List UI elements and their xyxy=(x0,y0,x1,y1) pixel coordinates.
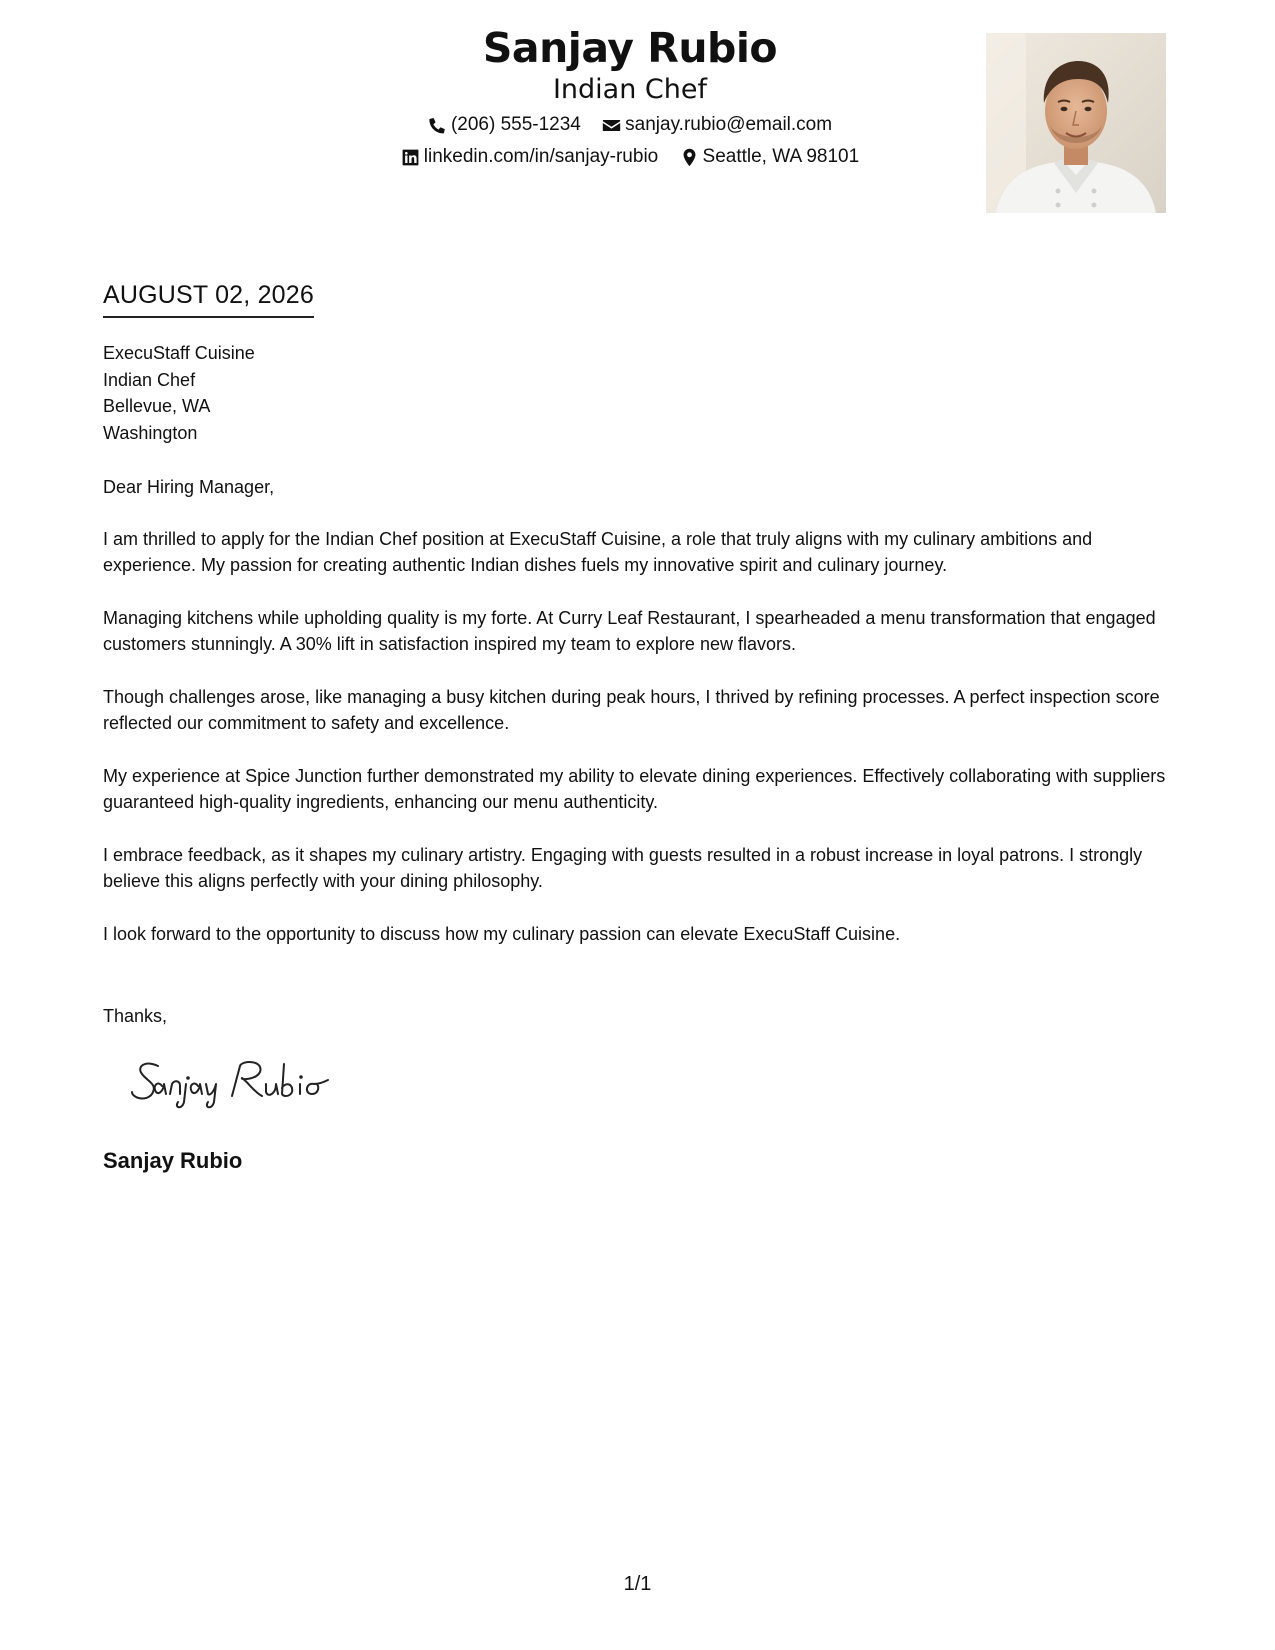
envelope-icon xyxy=(602,116,621,135)
body-paragraph: Managing kitchens while upholding quality is my forte. At Curry Leaf Restaurant, I spearheaded a menu transformation that engaged customers stunningly. A 30% lift in satisfaction inspired my team to explore new flavors. xyxy=(103,608,1156,654)
letter-header xyxy=(0,22,1275,222)
letter-date: AUGUST 02, 2026 xyxy=(103,278,314,318)
letter-body xyxy=(103,526,1178,974)
profile-photo xyxy=(986,33,1166,213)
body-paragraph: I embrace feedback, as it shapes my culinary artistry. Engaging with guests resulted in a robust increase in loyal patrons. I strongly believe this aligns perfectly with your dining philosophy. xyxy=(103,845,1143,891)
page-number: 1/1 xyxy=(623,1573,652,1595)
closing: Thanks, xyxy=(103,1006,168,1026)
body-paragraph: Though challenges arose, like managing a busy kitchen during peak hours, I thrived by refining processes. A perfect inspection score reflected our commitment to safety and excellence. xyxy=(103,687,1160,733)
body-paragraph: I am thrilled to apply for the Indian Chef position at ExecuStaff Cuisine, a role that truly aligns with my culinary ambitions and experience. My passion for creating authentic Indian dishes fuels my innovative spirit and culinary journey. xyxy=(103,529,1093,575)
phone-icon xyxy=(428,116,447,135)
body-paragraph: I look forward to the opportunity to discuss how my culinary passion can elevate ExecuStaff Cuisine. xyxy=(103,924,901,944)
recipient-company: ExecuStaff Cuisine xyxy=(103,343,255,363)
salutation: Dear Hiring Manager, xyxy=(103,477,275,497)
recipient-city: Bellevue, WA xyxy=(103,396,211,416)
applicant-role: Indian Chef xyxy=(552,74,708,105)
contact-phone[interactable] xyxy=(428,112,581,138)
contact-location xyxy=(680,144,860,170)
location-text: Seattle, WA 98101 xyxy=(702,146,860,167)
linkedin-icon xyxy=(401,148,420,167)
contact-email[interactable] xyxy=(602,112,832,138)
contact-linkedin[interactable] xyxy=(401,144,658,170)
signature-drawing xyxy=(128,1052,348,1112)
handwritten-signature xyxy=(128,1052,348,1112)
phone-text: (206) 555-1234 xyxy=(450,114,581,135)
applicant-name: Sanjay Rubio xyxy=(482,24,778,72)
recipient-state: Washington xyxy=(103,422,198,443)
recipient-position: Indian Chef xyxy=(103,369,196,390)
chef-portrait-image xyxy=(986,33,1166,213)
recipient-block xyxy=(103,340,1163,446)
linkedin-text: linkedin.com/in/sanjay-rubio xyxy=(423,146,659,167)
map-marker-icon xyxy=(680,148,699,167)
body-paragraph: My experience at Spice Junction further demonstrated my ability to elevate dining experiences. Effectively collaborating with suppliers guaranteed high-quality ingredients, enhancing our menu authenticity. xyxy=(103,766,1166,812)
email-text: sanjay.rubio@email.com xyxy=(625,114,833,135)
signer-name: Sanjay Rubio xyxy=(103,1148,243,1173)
